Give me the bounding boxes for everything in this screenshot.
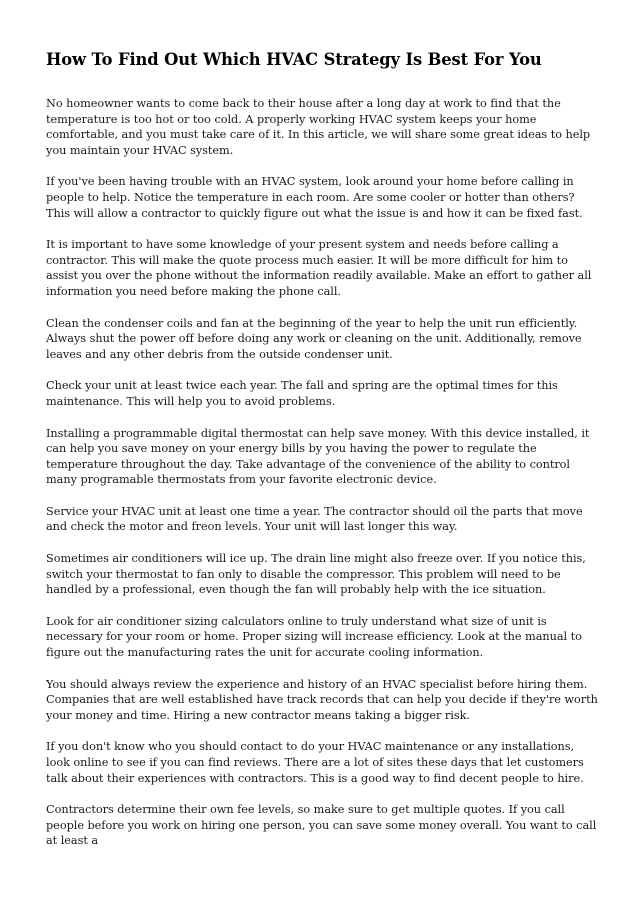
paragraph-quotes: Contractors determine their own fee levels, so make sure to get multiple quotes. If you call people before you work on hiring one person, you can save some money overall. You want to call at least a (46, 803, 597, 848)
paragraph-experience: You should always review the experience and history of an HVAC specialist before hiring them. Companies that are well established have track records that can help you decide if they're worth your money and time. Hiring a new contractor means taking a bigger risk. (46, 677, 598, 722)
paragraph-ice: Sometimes air conditioners will ice up. The drain line might also freeze over. If you notice this, switch your thermostat to fan only to disable the compressor. This problem will need to be handled by a professional, even though the fan will probably help with the ice situation. (46, 552, 586, 597)
paragraph-intro: No homeowner wants to come back to their house after a long day at work to find that the temperature is too hot or too cold. A properly working HVAC system keeps your home comfortable, and you must take care of it. In this article, we will share some great ideas to help you maintain your HVAC system. (46, 97, 591, 157)
paragraph-trouble: If you've been having trouble with an HVAC system, look around your home before calling in people to help. Notice the temperature in each room. Are some cooler or hotter than others? This will allow a contractor to quickly figure out what the issue is and how it can be fixed fast. (46, 175, 583, 220)
paragraph-knowledge: It is important to have some knowledge of your present system and needs before calling a contractor. This will make the quote process much easier. It will be more difficult for him to assist you over the phone without the information readily available. Make an effort to gather all information you need before making the phone call. (46, 238, 592, 298)
paragraph-reviews: If you don't know who you should contact to do your HVAC maintenance or any installations, look online to see if you can find reviews. There are a lot of sites these days that let customers talk about their experiences with contractors. This is a good way to find decent people to hire. (46, 740, 584, 785)
paragraph-service: Service your HVAC unit at least one time a year. The contractor should oil the parts that move and check the motor and freon levels. Your unit will last longer this way. (46, 504, 583, 534)
paragraph-clean-coils: Clean the condenser coils and fan at the beginning of the year to help the unit run efficiently. Always shut the power off before doing any work or cleaning on the unit. Additionally, remove leaves and any other debris from the outside condenser unit. (46, 316, 582, 361)
document-page (46, 48, 601, 865)
paragraph-thermostat: Installing a programmable digital thermostat can help save money. With this device installed, it can help you save money on your energy bills by you having the power to regulate the temperature throughout the day. Take advantage of the convenience of the ability to control many programable thermostats from your favorite electronic device. (46, 426, 590, 487)
paragraph-sizing: Look for air conditioner sizing calculators online to truly understand what size of unit is necessary for your room or home. Proper sizing will increase efficiency. Look at the manual to figure out the manufacturing rates the unit for accurate cooling information. (46, 614, 582, 660)
document-title: How To Find Out Which HVAC Strategy Is Best For You (46, 50, 542, 69)
paragraph-check-unit: Check your unit at least twice each year. The fall and spring are the optimal times for this maintenance. This will help you to avoid problems. (46, 379, 558, 408)
